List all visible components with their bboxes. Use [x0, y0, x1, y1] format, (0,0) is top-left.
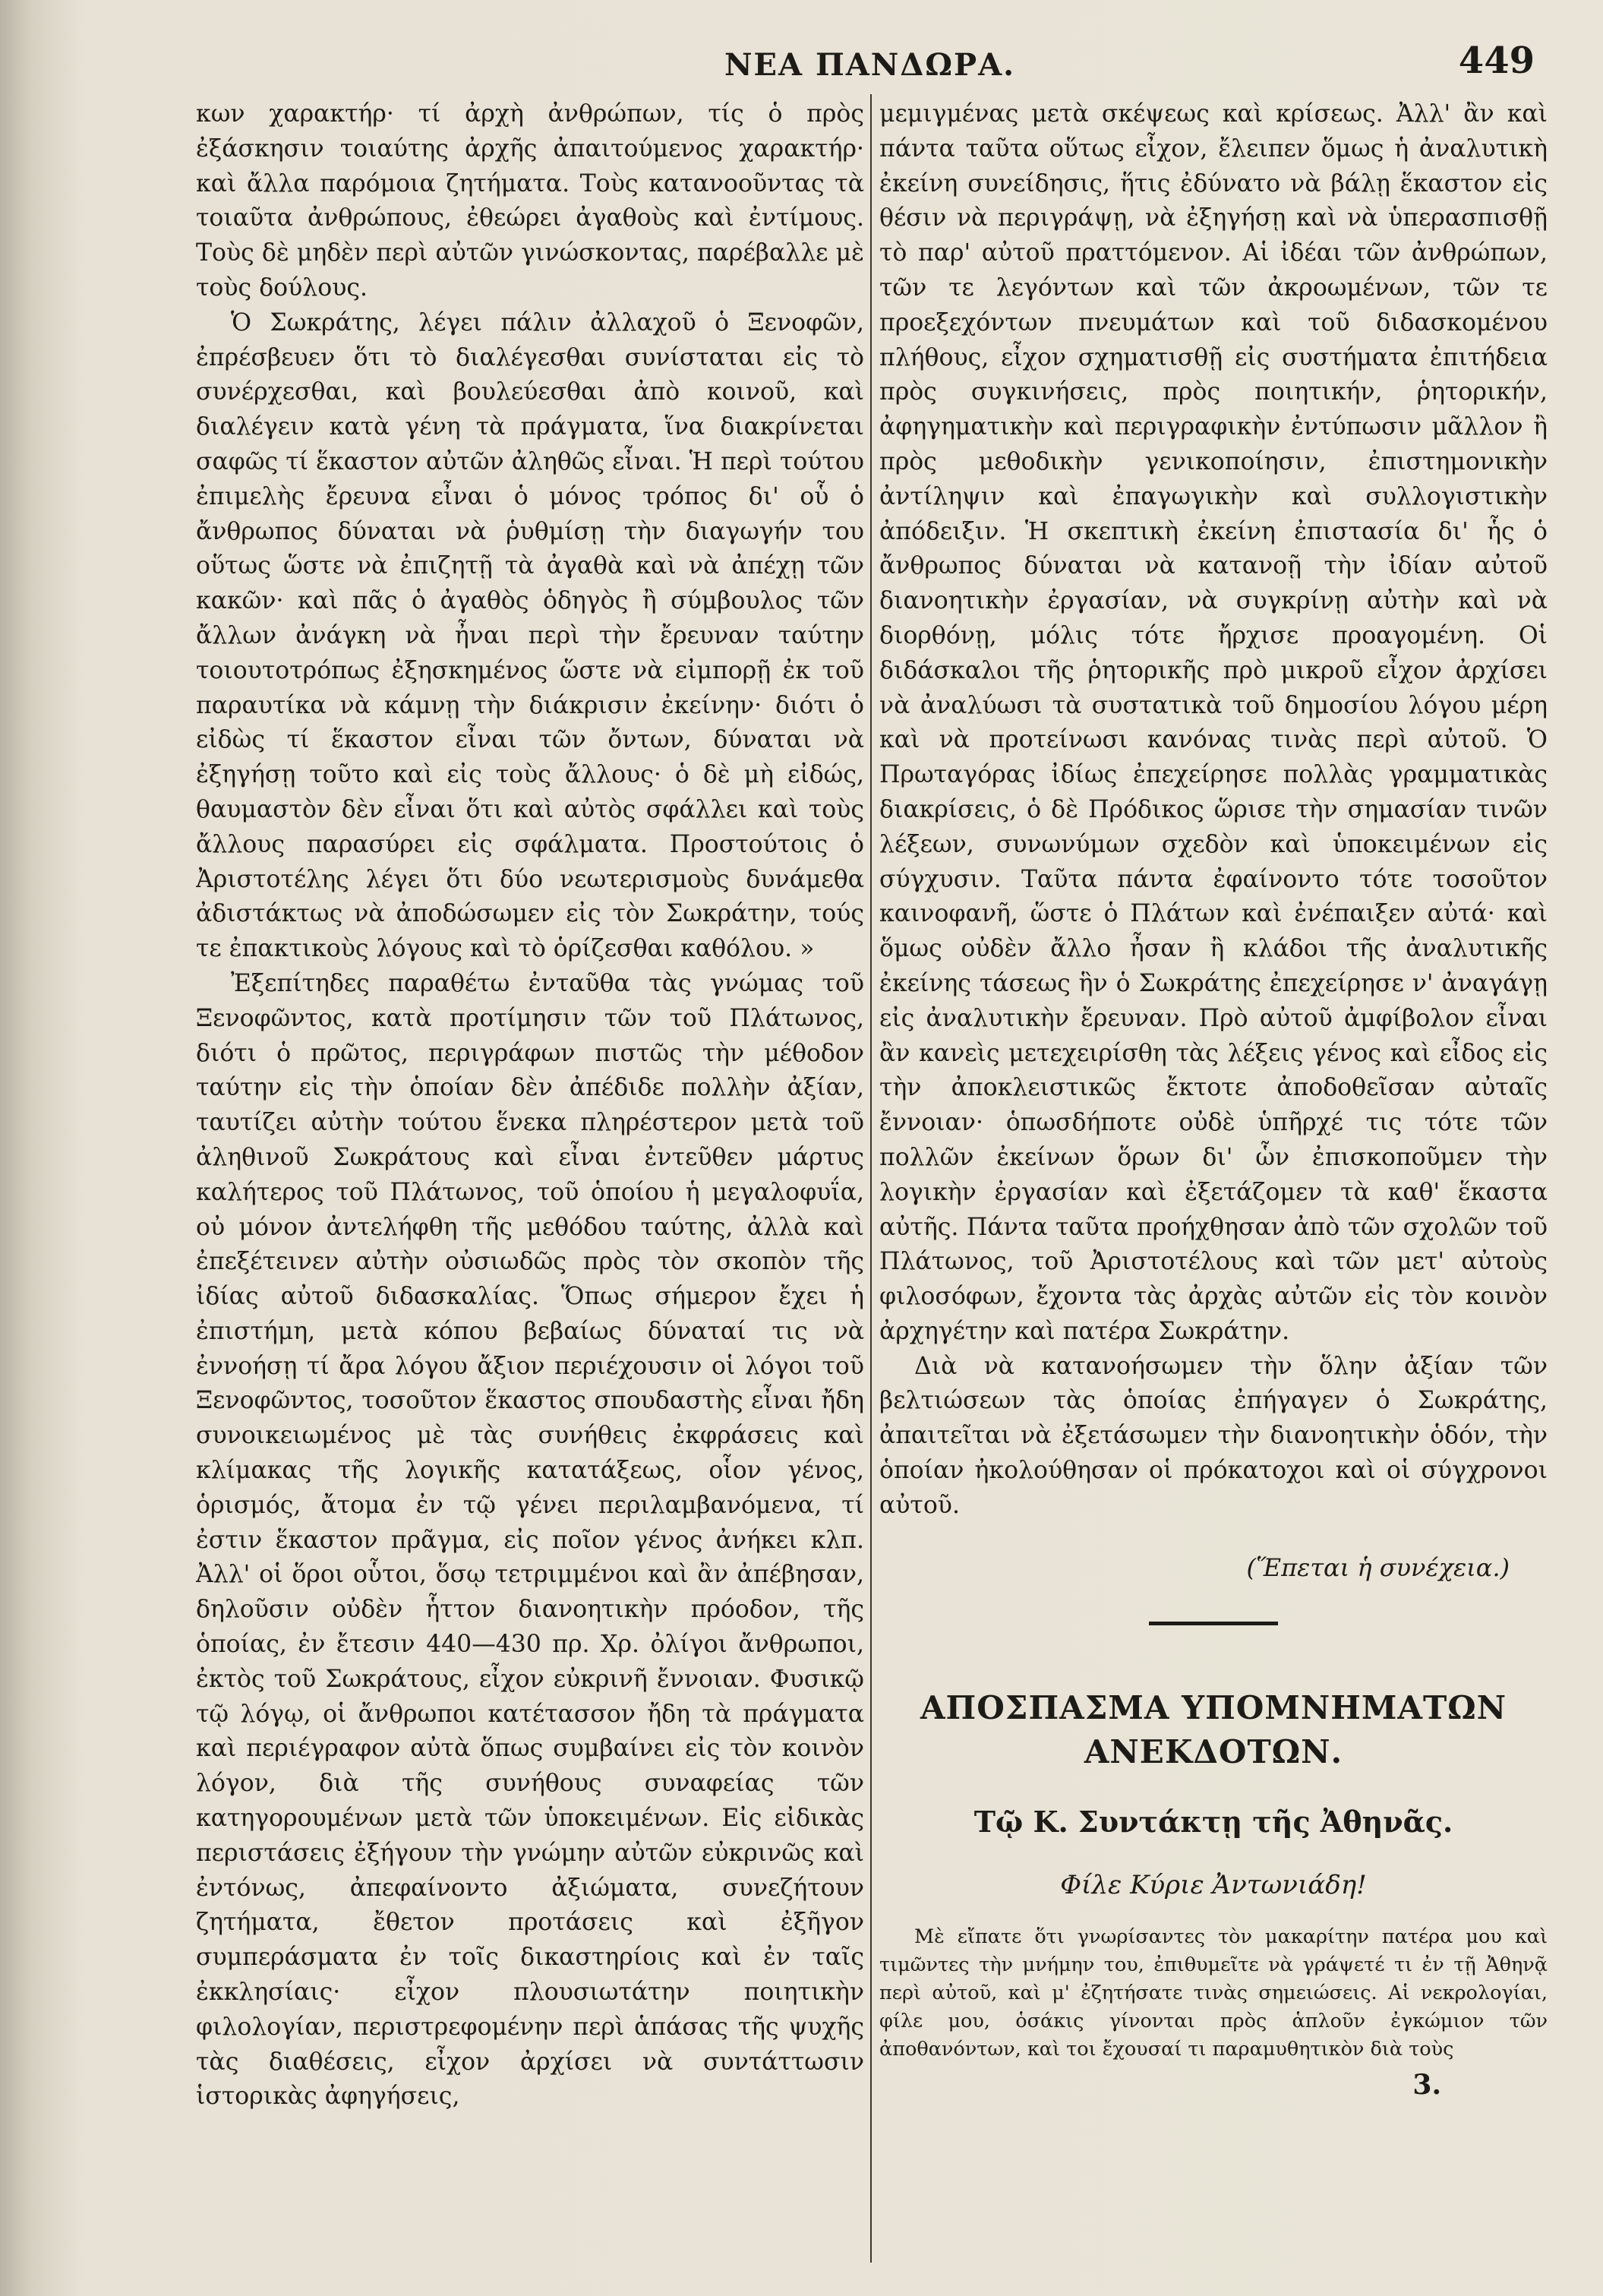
column-divider	[870, 94, 872, 2263]
paragraph: Ἐξεπίτηδες παραθέτω ἐνταῦθα τὰς γνώμας τοῦ Ξενοφῶντος, κατὰ προτίμησιν τῶν τοῦ Πλάτωνος, διότι ὁ πρῶτος, περιγράφων πιστῶς τὴν μέθοδον ταύτην εἰς τὴν ὁποίαν δὲν ἀπέδιδε πολλὴν ἀξίαν, ταυτίζει αὐτὴν τούτου ἕνεκα πληρέστερον μετὰ τοῦ ἀληθινοῦ Σωκράτους καὶ εἶναι ἐντεῦθεν μάρτυς καλήτερος τοῦ Πλάτωνος, τοῦ ὁποίου ἡ μεγαλοφυΐα, οὐ μόνον ἀντελήφθη τῆς μεθόδου ταύτης, ἀλλὰ καὶ ἐπεξέτεινεν αὐτὴν οὐσιωδῶς πρὸς τὸν σκοπὸν τῆς ἰδίας αὐτοῦ διδασκαλίας. Ὅπως σήμερον ἔχει ἡ ἐπιστήμη, μετὰ κόπου βεβαίως δύναταί τις νὰ ἐννοήσῃ τί ἄρα λόγου ἄξιον περιέχουσιν οἱ λόγοι τοῦ Ξενοφῶντος, τοσοῦτον ἕκαστος σπουδαστὴς εἶναι ἤδη συνοικειωμένος μὲ τὰς συνήθεις ἐκφράσεις καὶ κλίμακας τῆς λογικῆς κατατάξεως, οἷον γένος, ὁρισμός, ἄτομα ἐν τῷ γένει περιλαμβανόμενα, τί ἐστιν ἕκαστον πρᾶγμα, εἰς ποῖον γένος ἀνήκει κλπ. Ἀλλ' οἱ ὅροι οὗτοι, ὅσῳ τετριμμένοι καὶ ἂν ἀπέβησαν, δηλοῦσιν οὐδὲν ἧττον διανοητικὴν πρόοδον, τῆς ὁποίας, ἐν ἔτεσιν 440—430 πρ. Χρ. ὀλίγοι ἄνθρωποι, ἐκτὸς τοῦ Σωκράτους, εἶχον εὐκρινῆ ἔννοιαν. Φυσικῷ τῷ λόγῳ, οἱ ἄνθρωποι κατέτασσον ἤδη τὰ πράγματα καὶ περιέγραφον αὐτὰ ὅπως συμβαίνει εἰς τὸν κοινὸν λόγον, διὰ τῆς συνήθους συναφείας τῶν κατηγορουμένων μετὰ τῶν ὑποκειμένων. Εἰς εἰδικὰς περιστάσεις ἐξήγουν τὴν γνώμην αὐτῶν εὐκρινῶς καὶ ἐντόνως, ἀπεφαίνοντο ἀξιώματα, συνεζήτουν ζητήματα, ἔθετον προτάσεις καὶ ἐξῆγον συμπεράσματα ἐν τοῖς δικαστηρίοις καὶ ἐν ταῖς ἐκκλησίαις· εἶχον πλουσιωτάτην ποιητικὴν φιλολογίαν, περιστρεφομένην περὶ ἁπάσας τῆς ψυχῆς τὰς διαθέσεις, εἶχον ἀρχίσει νὰ συντάττωσιν ἱστορικὰς ἀφηγήσεις,	[196, 969, 864, 2111]
paragraph: κων χαρακτήρ· τί ἀρχὴ ἀνθρώπων, τίς ὁ πρὸς ἐξάσκησιν τοιαύτης ἀρχῆς ἀπαιτούμενος χαρακτήρ· καὶ ἄλλα παρόμοια ζητήματα. Τοὺς κατανοοῦντας τὰ τοιαῦτα ἀνθρώπους, ἐθεώρει ἀγαθοὺς καὶ ἐντίμους. Τοὺς δὲ μηδὲν περὶ αὐτῶν γινώσκοντας, παρέβαλλε μὲ τοὺς δούλους.	[196, 100, 864, 302]
section-title	[879, 1686, 1548, 1774]
sheet-signature-mark: 3.	[1412, 2069, 1441, 2102]
letter-salutation: Φίλε Κύριε Ἀντωνιάδη!	[1060, 1870, 1367, 1901]
section-title-line-2: ΑΝΕΚΔΟΤΩΝ.	[1084, 1733, 1343, 1771]
paragraph: Ὁ Σωκράτης, λέγει πάλιν ἀλλαχοῦ ὁ Ξενοφῶν, ἐπρέσβευεν ὅτι τὸ διαλέγεσθαι συνίσταται εἰς τὸ συνέρχεσθαι, καὶ βουλεύεσθαι ἀπὸ κοινοῦ, καὶ διαλέγειν κατὰ γένη τὰ πράγματα, ἵνα διακρίνεται σαφῶς τί ἕκαστον αὐτῶν ἀληθῶς εἶναι. Ἡ περὶ τούτου ἐπιμελὴς ἔρευνα εἶναι ὁ μόνος τρόπος δι' οὗ ὁ ἄνθρωπος δύναται νὰ ῥυθμίσῃ τὴν διαγωγήν του οὕτως ὥστε νὰ ἐπιζητῇ τὰ ἀγαθὰ καὶ νὰ ἀπέχῃ τῶν κακῶν· καὶ πᾶς ὁ ἀγαθὸς ὁδηγὸς ἢ σύμβουλος τῶν ἄλλων ἀνάγκη νὰ ἦναι περὶ τὴν ἔρευναν ταύτην τοιουτοτρόπως ἐξησκημένος ὥστε νὰ εἰμπορῇ ἐκ τοῦ παραυτίκα νὰ κάμνῃ τὴν διάκρισιν ἐκείνην· διότι ὁ εἰδὼς τί ἕκαστον εἶναι τῶν ὄντων, δύναται νὰ ἐξηγήσῃ τοῦτο καὶ εἰς τοὺς ἄλλους· ὁ δὲ μὴ εἰδώς, θαυμαστὸν δὲν εἶναι ὅτι καὶ αὐτὸς σφάλλει καὶ τοὺς ἄλλους παρασύρει εἰς σφάλματα. Προστούτοις ὁ Ἀριστοτέλης λέγει ὅτι δύο νεωτερισμοὺς δυνάμεθα ἀδιστάκτως νὰ ἀποδώσωμεν εἰς τὸν Σωκράτην, τούς τε ἐπακτικοὺς λόγους καὶ τὸ ὁρίζεσθαι καθόλου. »	[196, 308, 864, 963]
page-header	[197, 30, 1542, 91]
section-separator	[1149, 1622, 1278, 1625]
letter-addressee: Τῷ Κ. Συντάκτῃ τῆς Ἀθηνᾶς.	[973, 1805, 1453, 1840]
running-title: ΝΕΑ ΠΑΝΔΩΡΑ.	[724, 47, 1016, 83]
page-number: 449	[1458, 39, 1535, 82]
paragraph: Διὰ νὰ κατανοήσωμεν τὴν ὅλην ἀξίαν τῶν βελτιώσεων τὰς ὁποίας ἐπήγαγεν ὁ Σωκράτης, ἀπαιτεῖται νὰ ἐξετάσωμεν τὴν διανοητικὴν ὁδόν, τὴν ὁποίαν ἠκολούθησαν οἱ πρόκατοχοι καὶ οἱ σύγχρονοι αὐτοῦ.	[879, 1352, 1548, 1519]
right-column	[879, 97, 1548, 2250]
continued-note: (Ἕπεται ἡ συνέχεια.)	[1246, 1552, 1510, 1582]
section-title-line-1: ΑΠΟΣΠΑΣΜΑ ΥΠΟΜΝΗΜΑΤΩΝ	[920, 1689, 1507, 1727]
left-column	[196, 97, 864, 2250]
paragraph: μεμιγμένας μετὰ σκέψεως καὶ κρίσεως. Ἀλλ' ἂν καὶ πάντα ταῦτα οὕτως εἶχον, ἔλειπεν ὅμως ἡ ἀναλυτικὴ ἐκείνη συνείδησις, ἥτις ἐδύνατο νὰ βάλῃ ἕκαστον εἰς θέσιν νὰ περιγράψῃ, νὰ ἐξηγήσῃ καὶ νὰ ὑπερασπισθῇ τὸ παρ' αὐτοῦ πραττόμενον. Αἱ ἰδέαι τῶν ἀνθρώπων, τῶν τε λεγόντων καὶ τῶν ἀκροωμένων, τῶν τε προεξεχόντων πνευμάτων καὶ τοῦ διδασκομένου πλήθους, εἶχον σχηματισθῇ εἰς συστήματα ἐπιτήδεια πρὸς συγκινήσεις, πρὸς ποιητικήν, ῥητορικήν, ἀφηγηματικὴν καὶ περιγραφικὴν ἐντύπωσιν μᾶλλον ἢ πρὸς μεθοδικὴν γενικοποίησιν, ἐπιστημονικὴν ἀντίληψιν καὶ ἐπαγωγικὴν καὶ συλλογιστικὴν ἀπόδειξιν. Ἡ σκεπτικὴ ἐκείνη ἐπιστασία δι' ἧς ὁ ἄνθρωπος δύναται νὰ κατανοῇ τὴν ἰδίαν αὐτοῦ διανοητικὴν ἐργασίαν, νὰ συγκρίνῃ αὐτὴν καὶ νὰ διορθόνῃ, μόλις τότε ἤρχισε προαγομένη. Οἱ διδάσκαλοι τῆς ῥητορικῆς πρὸ μικροῦ εἶχον ἀρχίσει νὰ ἀναλύωσι τὰ συστατικὰ τοῦ δημοσίου λόγου μέρη καὶ νὰ προτείνωσι κανόνας τινὰς περὶ αὐτοῦ. Ὁ Πρωταγόρας ἰδίως ἐπεχείρησε πολλὰς γραμματικὰς διακρίσεις, ὁ δὲ Πρόδικος ὥρισε τὴν σημασίαν τινῶν λέξεων, συνωνύμων σχεδὸν καὶ ὑποκειμένων εἰς σύγχυσιν. Ταῦτα πάντα ἐφαίνοντο τότε τοσοῦτον καινοφανῆ, ὥστε ὁ Πλάτων καὶ ἐνέπαιξεν αὐτά· καὶ ὅμως οὐδὲν ἄλλο ἦσαν ἢ κλάδοι τῆς ἀναλυτικῆς ἐκείνης τάσεως ἣν ὁ Σωκράτης ἐπεχείρησε ν' ἀναγάγῃ εἰς ἀναλυτικὴν ἔρευναν. Πρὸ αὐτοῦ ἀμφίβολον εἶναι ἂν κανεὶς μετεχειρίσθη τὰς λέξεις γένος καὶ εἶδος εἰς τὴν ἀποκλειστικῶς ἔκτοτε ἀποδοθεῖσαν αὐταῖς ἔννοιαν· ὁπωσδήποτε οὐδὲ ὑπῆρχέ τις τότε τῶν πολλῶν ἐκείνων ὅρων δι' ὧν ἐπισκοποῦμεν τὴν λογικὴν ἐργασίαν καὶ ἐξετάζομεν τὰ καθ' ἕκαστα αὐτῆς. Πάντα ταῦτα προήχθησαν ἀπὸ τῶν σχολῶν τοῦ Πλάτωνος, τοῦ Ἀριστοτέλους καὶ τῶν μετ' αὐτοὺς φιλοσόφων, ἔχοντα τὰς ἀρχὰς αὐτῶν εἰς τὸν κοινὸν ἀρχηγέτην καὶ πατέρα Σωκράτην.	[879, 100, 1548, 1345]
letter-text: Μὲ εἴπατε ὅτι γνωρίσαντες τὸν μακαρίτην πατέρα μου καὶ τιμῶντες τὴν μνήμην του, ἐπιθυμεῖτε νὰ γράψετέ τι ἐν τῇ Ἀθηνᾷ περὶ αὐτοῦ, καὶ μ' ἐζητήσατε τινὰς σημειώσεις. Αἱ νεκρολογίαι, φίλε μου, ὁσάκις γίνονται πρὸς ἁπλοῦν ἐγκώμιον τῶν ἀποθανόντων, καὶ τοι ἔχουσαί τι παραμυθητικὸν διὰ τοὺς	[879, 1925, 1548, 2061]
